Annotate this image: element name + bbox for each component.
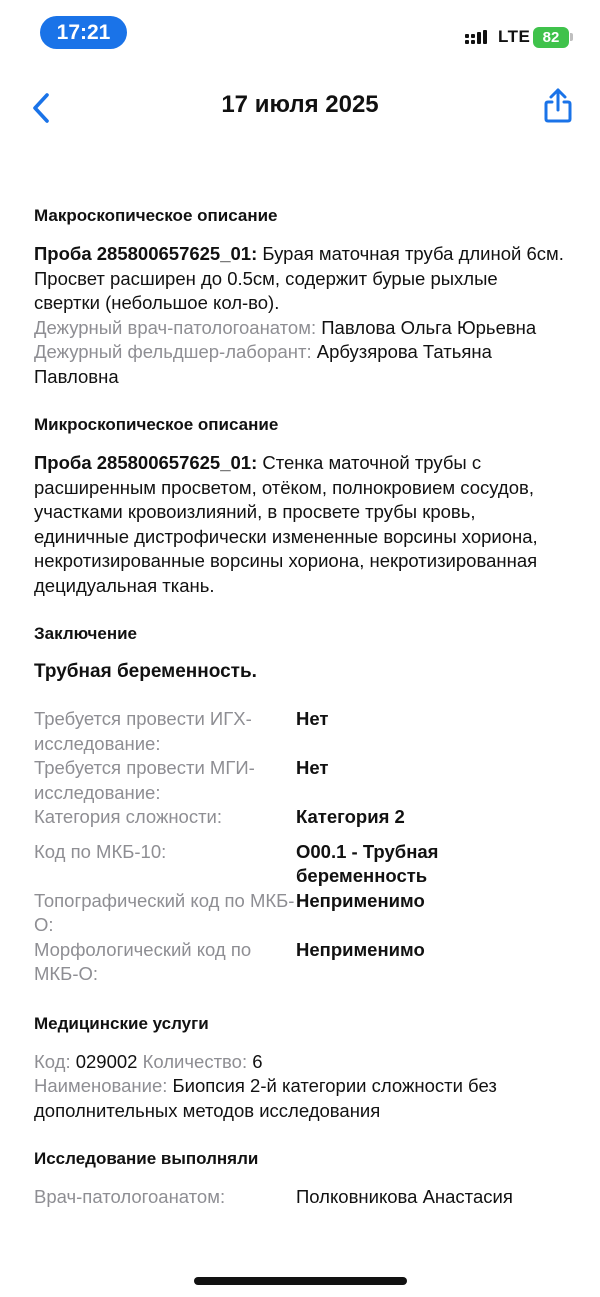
conclusion-title: Заключение <box>34 624 137 643</box>
share-button[interactable] <box>540 86 576 126</box>
service-qty-value: 6 <box>247 1050 263 1072</box>
macro-sample-label: Проба 285800657625_01: <box>34 243 258 264</box>
macro-doctor-label: Дежурный врач-патологоанатом: <box>34 316 317 338</box>
macro-sample-text: Бурая маточная труба длиной 6см. Просвет расширен до 0.5см, содержит бурые рыхлые свертки (небольшое кол-во). <box>34 243 564 313</box>
kv-label: Требуется провести ИГХ-исследование: <box>34 708 252 754</box>
kv-value: O00.1 - Трубная беременность <box>296 840 439 886</box>
nav-bar <box>0 80 600 134</box>
kv-label: Топографический код по МКБ-О: <box>34 889 295 935</box>
kv-row <box>34 1185 566 1210</box>
performed-title: Исследование выполняли <box>34 1149 259 1168</box>
micro-title: Микроскопическое описание <box>34 415 279 434</box>
kv-row <box>34 707 566 756</box>
status-time: 17:21 <box>40 16 127 49</box>
services-title: Медицинские услуги <box>34 1013 209 1033</box>
kv-label: Требуется провести МГИ-исследование: <box>34 757 255 803</box>
kv-row <box>34 805 566 830</box>
micro-sample-text: Стенка маточной трубы с расширенным просветом, отёком, полнокровием сосудов, участками кровоизлияний, в просвете трубы кровь, единичные дистрофически измененные ворсины хориона, некротизированные ворсины хориона, некротизированная децидуальная ткань. <box>34 452 538 596</box>
network-label: LTE <box>498 27 531 46</box>
kv-value: Неприменимо <box>296 889 425 911</box>
service-code-label: Код: <box>34 1050 71 1072</box>
kv-label: Врач-патологоанатом: <box>34 1186 226 1207</box>
micro-sample-label: Проба 285800657625_01: <box>34 452 258 473</box>
service-code-value: 029002 <box>70 1050 138 1072</box>
page-title: 17 июля 2025 <box>221 91 379 118</box>
service-name <box>34 1074 566 1123</box>
home-indicator[interactable] <box>194 1277 407 1285</box>
macro-title: Макроскопическое описание <box>34 206 278 225</box>
battery-tip <box>570 33 573 41</box>
kv-row <box>34 938 566 987</box>
share-icon <box>540 86 576 126</box>
kv-row <box>34 756 566 805</box>
kv-row <box>34 889 566 938</box>
status-bar <box>0 0 600 70</box>
macro-assistant-value: Арбузярова Татьяна Павловна <box>34 341 492 387</box>
service-name-label: Наименование: <box>34 1075 168 1096</box>
kv-label: Код по МКБ-10: <box>34 840 167 862</box>
macro-sample <box>34 242 566 316</box>
service-qty-label: Количество: <box>137 1050 248 1072</box>
macro-doctor <box>34 316 566 341</box>
macro-assistant-label: Дежурный фельдшер-лаборант: <box>34 341 312 362</box>
kv-value: Полковникова Анастасия <box>296 1186 513 1207</box>
service-name-value: Биопсия 2-й категории сложности без дополнительных методов исследования <box>34 1075 497 1121</box>
signal-icon <box>465 30 492 48</box>
kv-label: Морфологический код по МКБ-О: <box>34 938 252 984</box>
kv-value: Нет <box>296 757 329 778</box>
kv-value: Категория 2 <box>296 806 405 827</box>
kv-label: Категория сложности: <box>34 806 223 827</box>
macro-doctor-value: Павлова Ольга Юрьевна <box>316 316 537 338</box>
report-content[interactable] <box>34 205 566 1245</box>
macro-assistant <box>34 340 566 389</box>
kv-row <box>34 840 566 889</box>
service-code <box>34 1050 566 1075</box>
kv-value: Неприменимо <box>296 938 425 960</box>
battery-icon: 82 <box>533 27 569 48</box>
conclusion-text: Трубная беременность. <box>34 661 257 682</box>
micro-sample <box>34 451 566 598</box>
kv-value: Нет <box>296 708 329 729</box>
